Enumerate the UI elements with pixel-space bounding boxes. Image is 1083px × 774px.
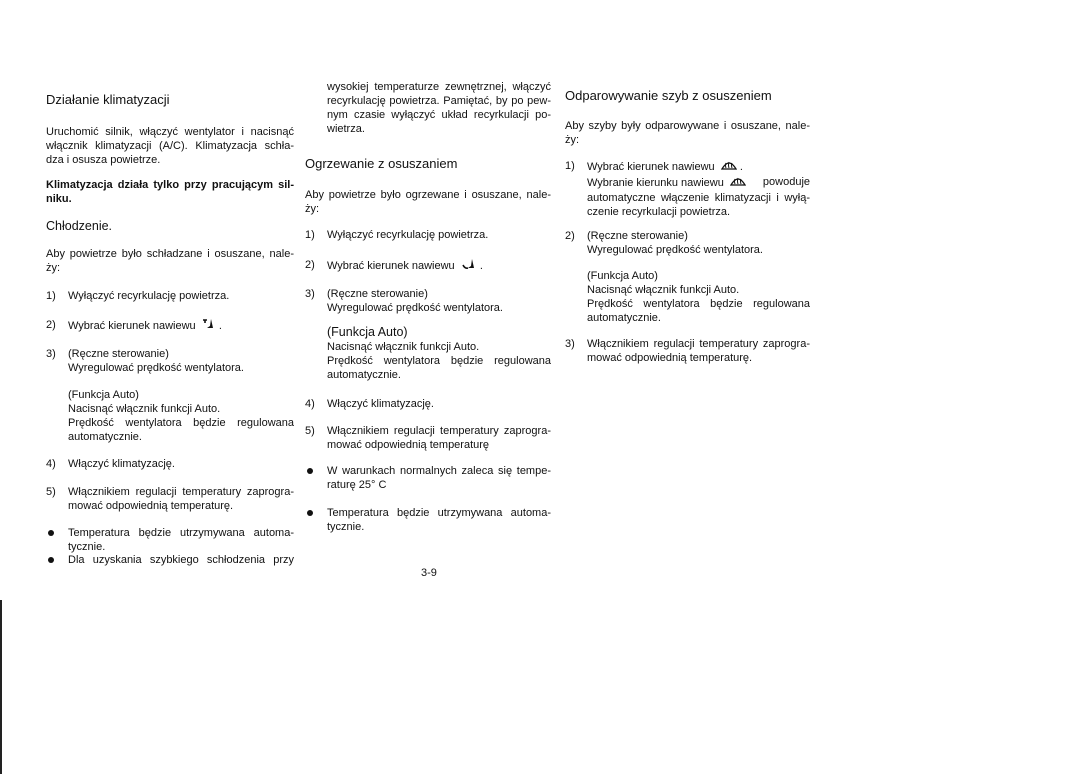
cooling-intro: Aby powietrze było schładzane i osuszane, nale- ży:: [46, 248, 294, 274]
auto-function-block: (Funkcja Auto) Nacisnąć włącznik funkcji Auto. Prędkość wentylatora będzie regulowana automatycznie.: [587, 270, 810, 324]
subsection-title-cooling: Chłodzenie.: [46, 219, 113, 233]
defrost-intro: Aby szyby były odparowywane i osuszane, nale- ży:: [565, 120, 810, 146]
intro-paragraph: Uruchomić silnik, włączyć wentylator i nacisnąć włącznik klimatyzacji (A/C). Klimatyzacja schła- dza i osusza powietrze.: [46, 126, 294, 166]
section-title-heating-dehumidify: Ogrzewanie z osuszaniem: [305, 156, 458, 171]
windshield-defrost-icon: [721, 159, 737, 175]
auto-function-block: (Funkcja Auto) Nacisnąć włącznik funkcji Auto. Prędkość wentylatora będzie regulowana automatycznie.: [327, 325, 551, 381]
bullet-dot: [48, 530, 54, 536]
bullet-dot: [48, 557, 54, 563]
windshield-defrost-icon: [730, 175, 746, 191]
heating-intro: Aby powietrze było ogrzewane i osuszane, nale- ży:: [305, 189, 551, 215]
bullet-dot: [307, 510, 313, 516]
airflow-floor-icon: [202, 318, 216, 334]
page-edge-line: [0, 600, 2, 774]
bullet-dot: [307, 468, 313, 474]
section-title-window-defrost: Odparowywanie szyb z osuszeniem: [565, 88, 772, 103]
note-paragraph: Klimatyzacja działa tylko przy pracującym sil- niku.: [46, 179, 294, 205]
airflow-floor-defrost-icon: [461, 258, 477, 274]
section-title-air-conditioning: Działanie klimatyzacji: [46, 92, 170, 107]
continued-paragraph: wysokiej temperaturze zewnętrznej, włączyć recyrkulację powietrza. Pamiętać, by po pew- nym czasie wyłączyć układ recyrkulacji po- wietrza.: [327, 81, 551, 135]
page-number: 3-9: [421, 567, 437, 579]
auto-function-block: (Funkcja Auto) Nacisnąć włącznik funkcji Auto. Prędkość wentylatora będzie regulowana automatycznie.: [68, 389, 294, 443]
